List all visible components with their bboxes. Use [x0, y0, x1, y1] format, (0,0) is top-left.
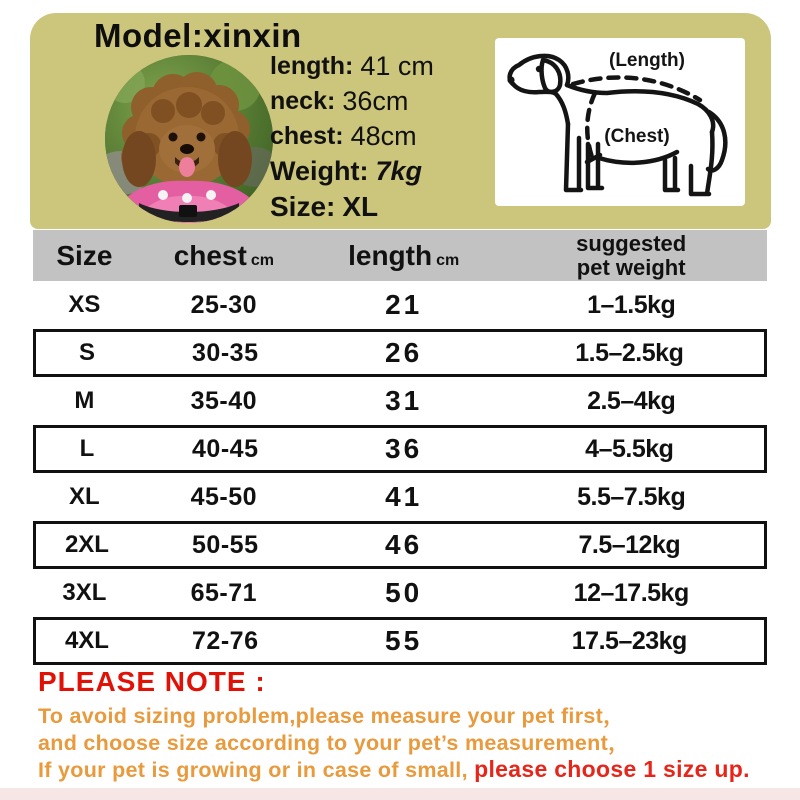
note-text [38, 703, 778, 784]
measurement-value: 7kg [375, 156, 423, 186]
measurement-line [270, 84, 500, 119]
note-line-3 [38, 756, 778, 784]
cell-length: 55 [385, 625, 423, 656]
cell-weight: 5.5–7.5kg [577, 482, 686, 511]
cell-chest: 25-30 [190, 290, 258, 319]
cell-size: XL [69, 483, 100, 510]
measurement-value: 48cm [350, 121, 417, 151]
measurement-line [270, 119, 500, 154]
measurement-value: 36cm [342, 86, 409, 116]
measurement-value: XL [342, 190, 379, 222]
chest-dashed-line [587, 93, 595, 160]
please-note-title: PLEASE NOTE : [38, 666, 266, 697]
cell-length: 46 [385, 529, 423, 560]
cell-length: 31 [385, 385, 423, 416]
model-title: Model:xinxin [94, 17, 302, 54]
cell-chest: 35-40 [190, 386, 258, 415]
cell-chest: 72-76 [192, 626, 259, 655]
size-table [33, 230, 767, 665]
cell-chest: 65-71 [190, 578, 258, 607]
column-header-length: length cm [348, 239, 460, 271]
cell-size: 2XL [64, 531, 109, 558]
measurement-label: neck: [270, 87, 336, 115]
cell-weight: 7.5–12kg [578, 530, 681, 559]
dog-outline-drawing [495, 38, 745, 206]
bottom-decor-strip [0, 788, 800, 800]
cell-length: 41 [385, 481, 423, 512]
cell-chest: 50-55 [192, 530, 259, 559]
cell-chest: 40-45 [192, 434, 259, 463]
measuring-diagram [495, 38, 745, 206]
table-row [33, 473, 767, 521]
cell-weight: 1.5–2.5kg [575, 338, 684, 367]
column-header-size: Size [56, 239, 113, 271]
cell-size: S [78, 339, 95, 366]
table-row [33, 329, 767, 377]
cell-length: 36 [385, 433, 423, 464]
cell-size: 3XL [62, 579, 107, 606]
note-line-3-orange: If your pet is growing or in case of small, [38, 758, 475, 782]
cell-size: M [74, 387, 95, 414]
cell-weight: 17.5–23kg [571, 626, 687, 655]
cell-weight: 2.5–4kg [587, 386, 676, 415]
note-line-2: and choose size according to your pet’s measurement， [38, 730, 630, 755]
cell-size: XS [68, 291, 101, 318]
cell-size: 4XL [64, 627, 109, 654]
diagram-length-label: (Length) [609, 50, 685, 71]
measurement-line [270, 154, 500, 189]
cell-weight: 1–1.5kg [587, 290, 676, 319]
size-table-body [33, 281, 767, 665]
table-row [33, 377, 767, 425]
table-row [33, 569, 767, 617]
chest-unit: cm [250, 251, 274, 269]
cell-chest: 30-35 [192, 338, 259, 367]
table-row [33, 425, 767, 473]
note-line-3-red: please choose 1 size up. [474, 756, 750, 782]
cell-weight: 12–17.5kg [573, 578, 689, 607]
model-measurements [270, 49, 500, 224]
cell-size: L [79, 435, 95, 462]
model-dog-photo [105, 55, 273, 223]
note-line-1: To avoid sizing problem,please measure your pet first， [38, 704, 625, 728]
measurement-line [270, 189, 500, 224]
table-row [33, 521, 767, 569]
measurement-value: 41 cm [360, 51, 434, 81]
measurement-label: Weight: [270, 156, 369, 186]
cell-length: 26 [385, 337, 423, 368]
column-header-weight: suggested pet weight [576, 230, 687, 280]
cell-length: 21 [385, 289, 423, 320]
measurement-label: chest: [270, 122, 344, 150]
table-row [33, 617, 767, 665]
size-table-header [33, 230, 767, 281]
cell-chest: 45-50 [190, 482, 258, 511]
diagram-chest-label: (Chest) [604, 126, 670, 147]
column-header-chest: chest cm [173, 239, 274, 271]
model-info-panel [30, 13, 771, 229]
poodle-photo-illustration [105, 55, 273, 223]
measurement-line [270, 49, 500, 84]
table-row [33, 281, 767, 329]
cell-length: 50 [385, 577, 423, 608]
length-unit: cm [436, 251, 460, 269]
measurement-label: Size: [270, 190, 336, 222]
measurement-label: length: [270, 52, 354, 80]
cell-weight: 4–5.5kg [585, 434, 674, 463]
